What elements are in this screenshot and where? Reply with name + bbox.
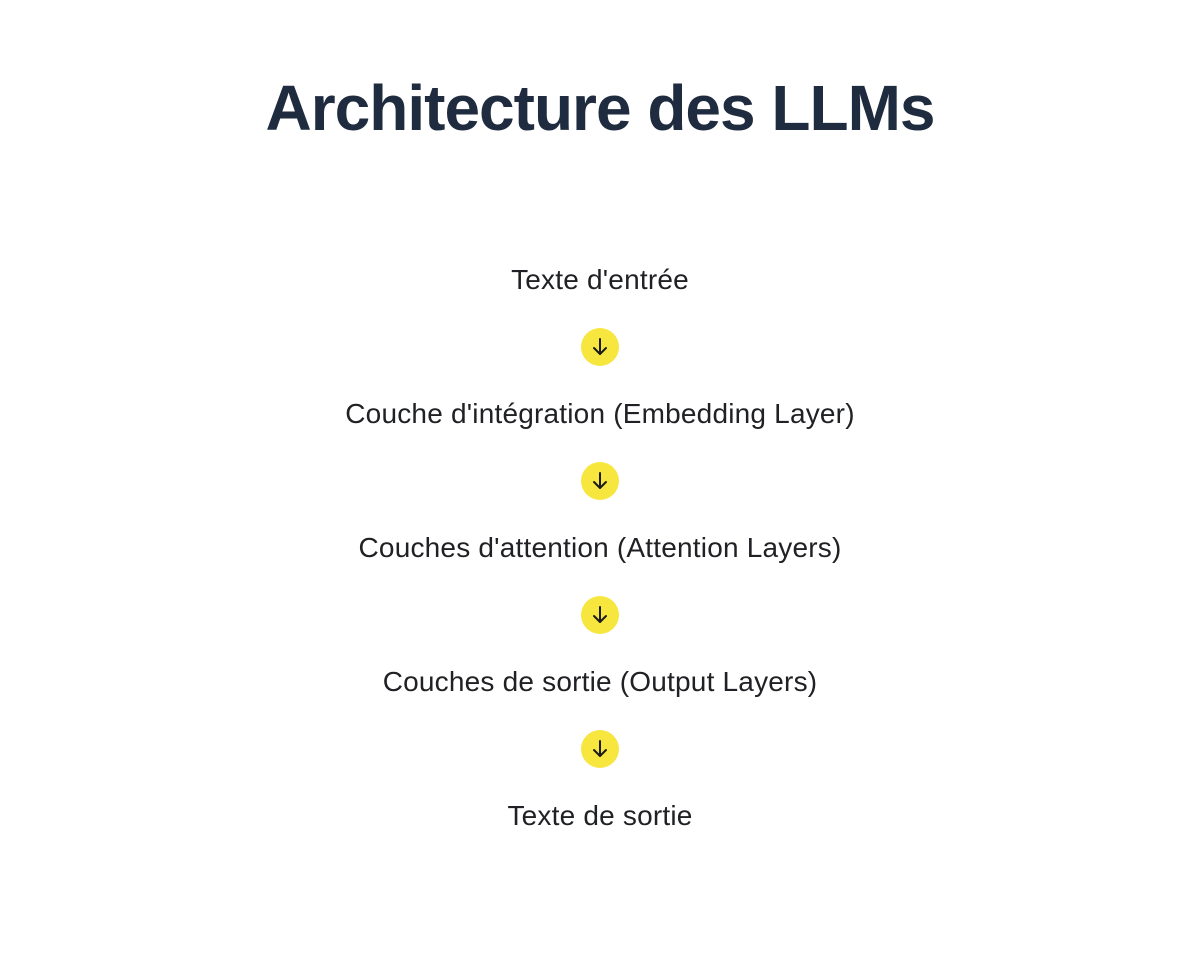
down-arrow-icon — [589, 470, 611, 492]
down-arrow-badge — [581, 596, 619, 634]
flow-step-embedding-layer: Couche d'intégration (Embedding Layer) — [345, 398, 855, 429]
down-arrow-icon — [589, 738, 611, 760]
flow-step-output-text: Texte de sortie — [507, 800, 693, 831]
down-arrow-badge — [581, 328, 619, 366]
down-arrow-badge — [581, 462, 619, 500]
down-arrow-icon — [589, 336, 611, 358]
down-arrow-icon — [589, 604, 611, 626]
page-title: Architecture des LLMs — [265, 72, 935, 144]
flow-step-attention-layers: Couches d'attention (Attention Layers) — [358, 532, 842, 563]
flow-diagram — [0, 262, 1200, 834]
down-arrow-badge — [581, 730, 619, 768]
flow-step-input-text: Texte d'entrée — [511, 264, 689, 295]
flow-step-output-layers: Couches de sortie (Output Layers) — [382, 666, 818, 697]
